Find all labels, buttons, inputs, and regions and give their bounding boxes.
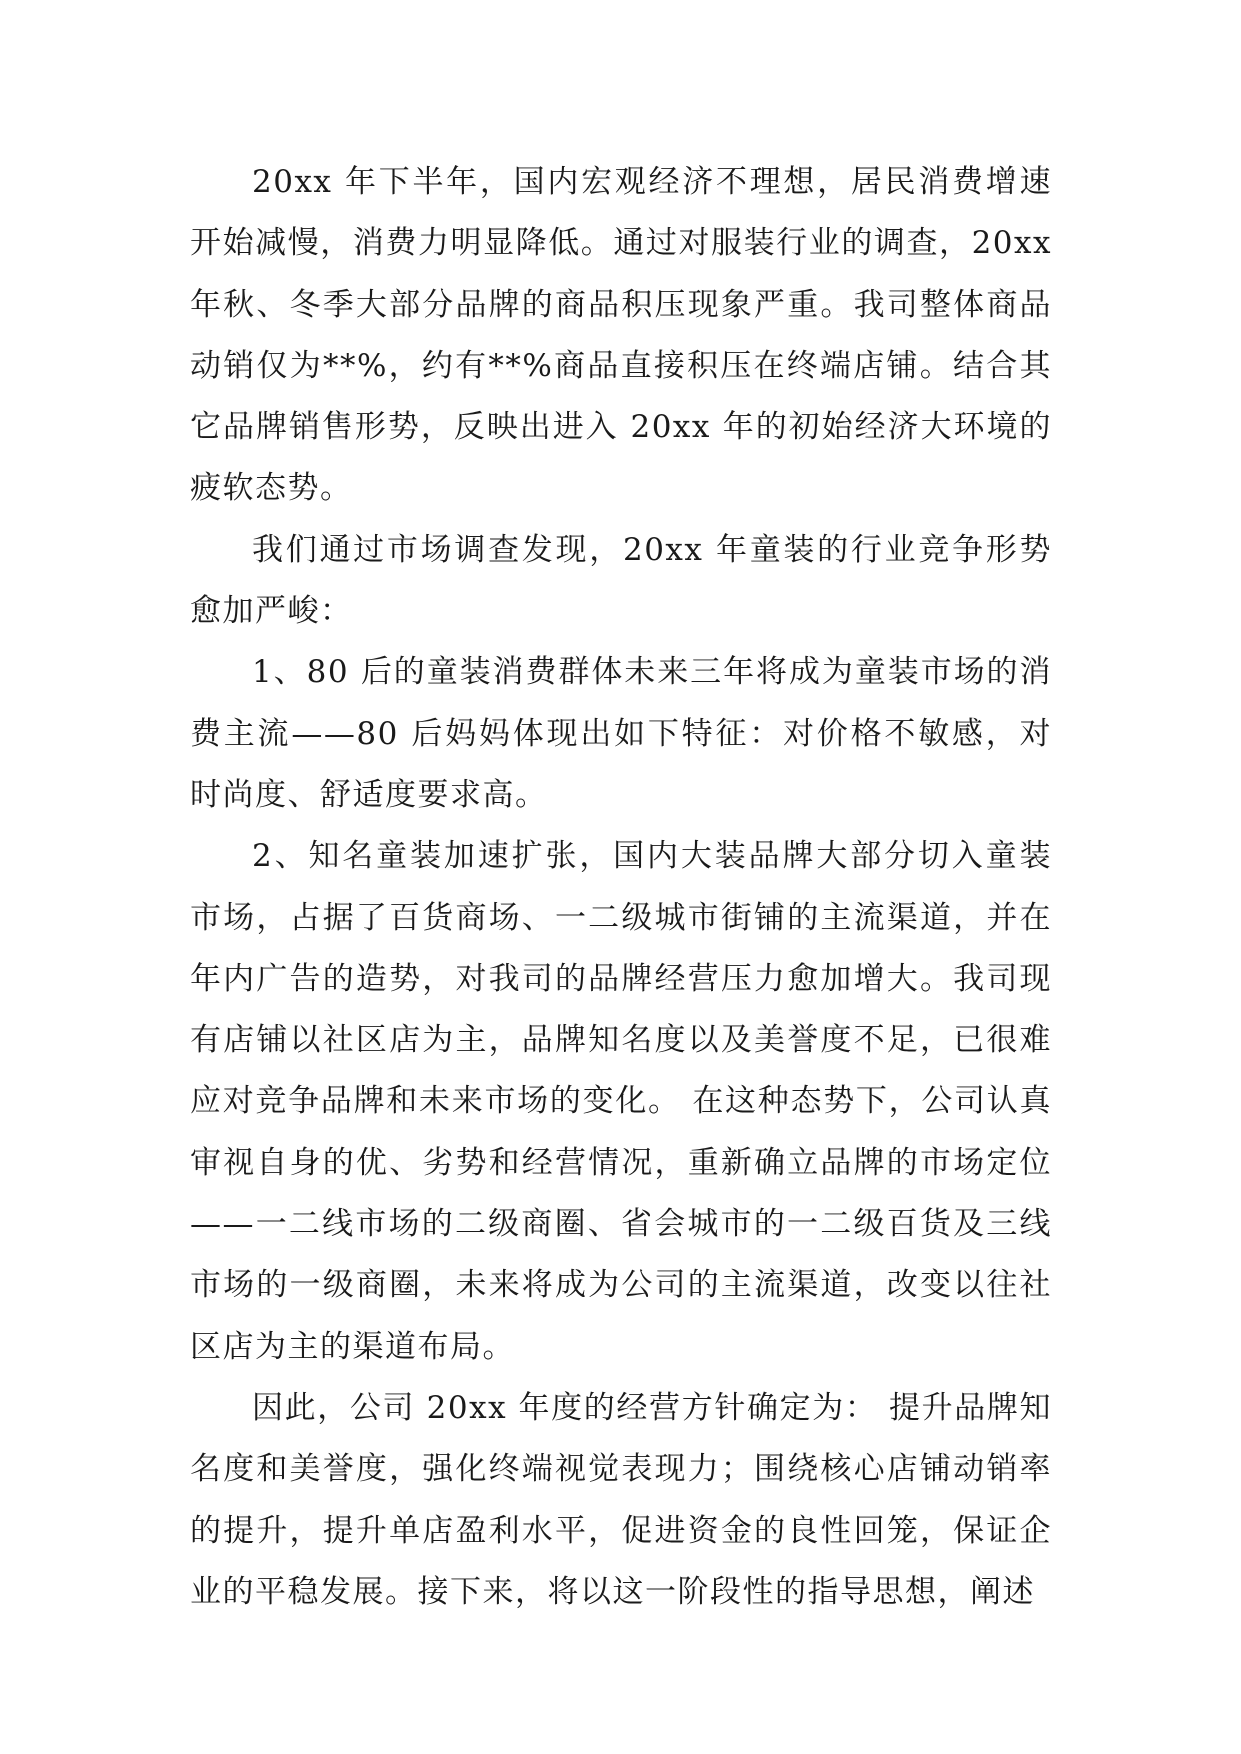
paragraph-point-1: 1、80 后的童装消费群体未来三年将成为童装市场的消费主流——80 后妈妈体现出如下特征：对价格不敏感，对时尚度、舒适度要求高。 [190, 654, 1052, 813]
paragraph-competition-intro: 我们通过市场调查发现，20xx 年童装的行业竞争形势愈加严峻： [190, 531, 1052, 630]
paragraph-market-overview: 20xx 年下半年，国内宏观经济不理想，居民消费增速开始减慢，消费力明显降低。通过对服装行业的调查，20xx 年秋、冬季大部分品牌的商品积压现象严重。我司整体商品动销仅为**%，约有**%商品直接积压在终端店铺。结合其它品牌销售形势，反映出进入 20xx 年的初始经济大环境的疲软态势。 [190, 164, 1052, 507]
paragraph-business-policy: 因此，公司 20xx 年度的经营方针确定为： 提升品牌知名度和美誉度，强化终端视觉表现力；围绕核心店铺动销率的提升，提升单店盈利水平，促进资金的良性回笼，保证企业的平稳发展。接下来，将以这一阶段性的指导思想，阐述 [190, 1389, 1052, 1610]
paragraph-point-2: 2、知名童装加速扩张，国内大装品牌大部分切入童装市场，占据了百货商场、一二级城市街铺的主流渠道，并在年内广告的造势，对我司的品牌经营压力愈加增大。我司现有店铺以社区店为主，品牌知名度以及美誉度不足，已很难应对竞争品牌和未来市场的变化。 在这种态势下，公司认真审视自身的优、劣势和经营情况，重新确立品牌的市场定位——一二线市场的二级商圈、省会城市的一二级百货及三线市场的一级商圈，未来将成为公司的主流渠道，改变以往社区店为主的渠道布局。 [190, 838, 1052, 1365]
body-text [190, 152, 1052, 1623]
